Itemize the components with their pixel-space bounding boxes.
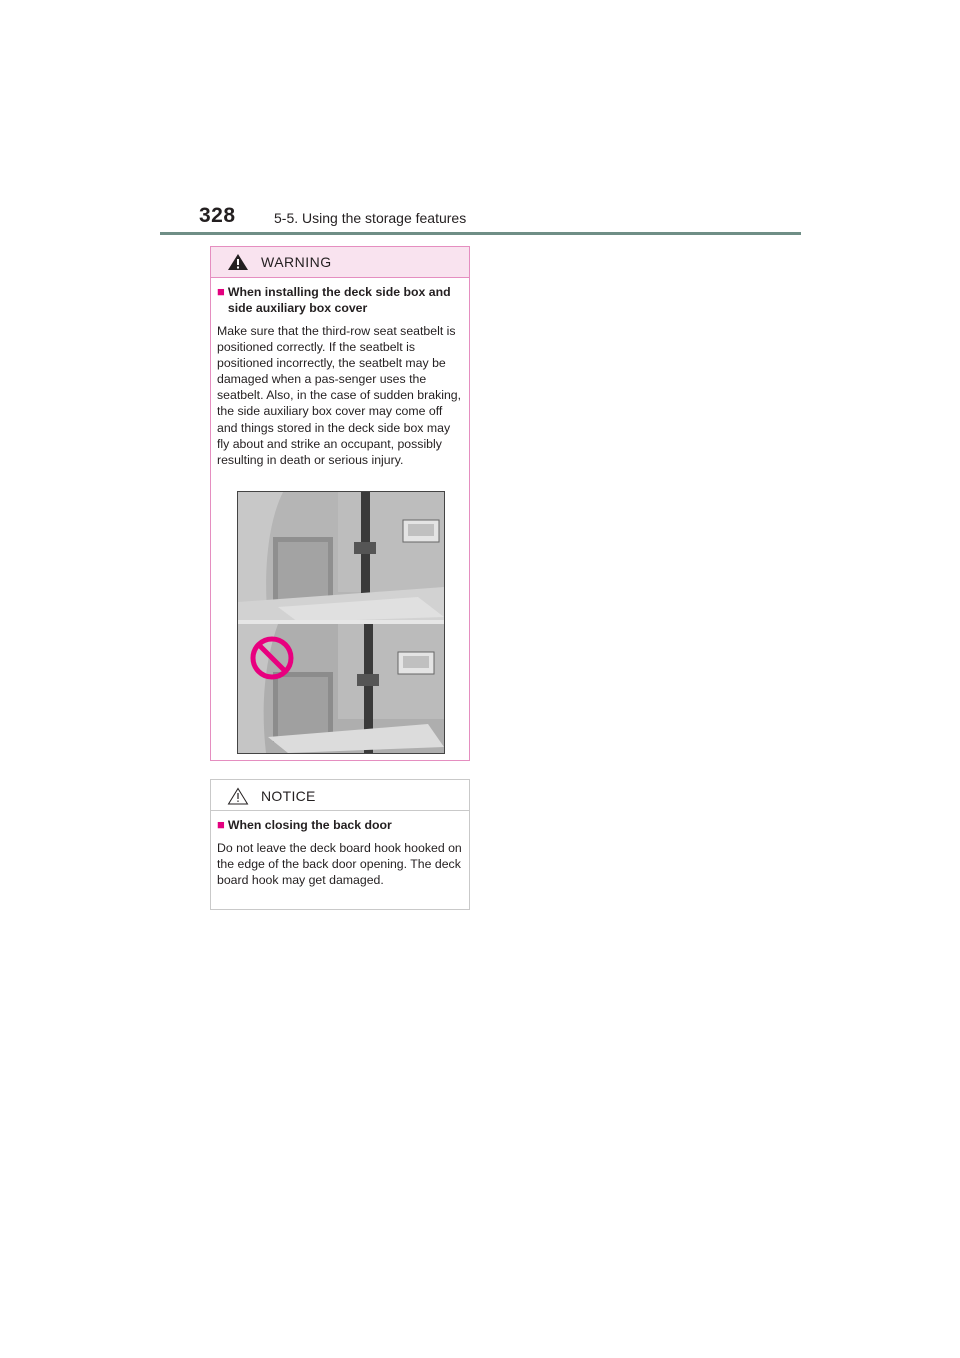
notice-header: [211, 780, 469, 811]
notice-subheading: [217, 817, 463, 833]
header-rule: [160, 232, 801, 235]
warning-triangle-icon: [227, 253, 249, 271]
seatbelt-illustration: [237, 491, 445, 754]
warning-box: [210, 246, 470, 761]
warning-header: [211, 247, 469, 278]
section-title: 5-5. Using the storage features: [274, 210, 467, 226]
caution-triangle-icon: [227, 787, 249, 805]
warning-subheading: [217, 284, 463, 316]
notice-subheading-text: When closing the back door: [227, 818, 392, 832]
warning-subheading-text: When installing the deck side box and side auxiliary box cover: [227, 285, 451, 315]
notice-body: Do not leave the deck board hook hooked on the edge of the back door opening. The deck board hook may get damaged.: [217, 841, 462, 888]
warning-title: WARNING: [261, 254, 332, 270]
seatbelt-illustration-svg: [238, 492, 444, 753]
warning-body: Make sure that the third-row seat seatbelt is positioned correctly. If the seatbelt is positioned incorrectly, the seatbelt may be damaged when a pas-senger uses the seatbelt. Also, in the case of sudden braking, the side auxiliary box cover may come off and things stored in the deck side box may fly about and strike an occupant, possibly resulting in death or serious injury.: [217, 324, 462, 467]
bullet-square-icon: ■: [217, 817, 225, 832]
notice-title: NOTICE: [261, 788, 316, 804]
page-header: [199, 204, 801, 234]
bullet-square-icon: ■: [217, 284, 225, 299]
notice-box: [210, 779, 470, 910]
page-number: 328: [199, 204, 236, 227]
